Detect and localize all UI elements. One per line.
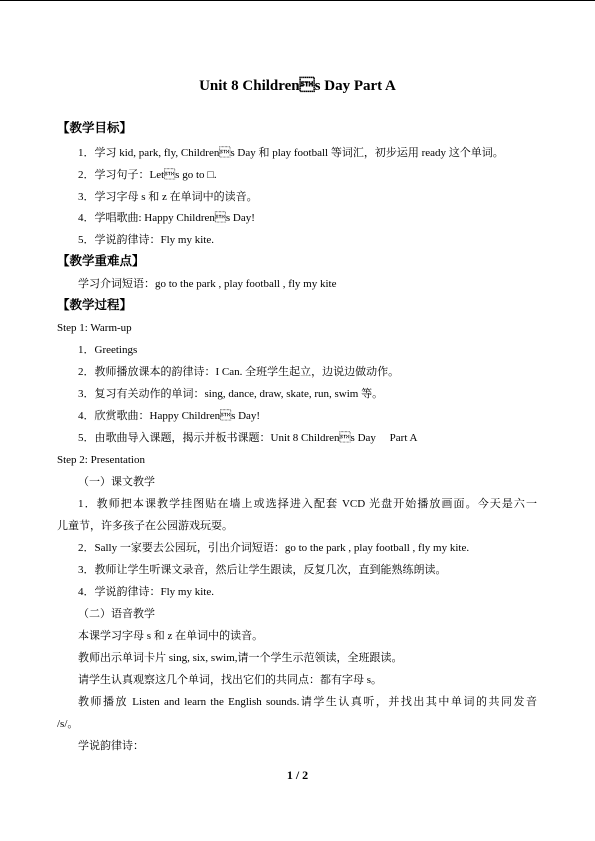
step2-label: Step 2: Presentation [57,454,145,466]
step1-label: Step 1: Warm-up [57,322,132,334]
step1-item-4: 4．欣赏歌曲：Happy Childrens Day! [78,410,261,422]
step2-sub2-heading: （二）语音教学 [78,608,155,620]
step2-sub1-item4: 4．学说韵律诗：Fly my kite. [78,586,214,598]
step2-sub2-p2: 教师出示单词卡片 sing, six, swim,请一个学生示范领读，全班跟读。 [78,652,403,664]
goal-item-4: 4．学唱歌曲: Happy Childrens Day! [78,212,255,224]
step2-sub2-p1: 本课学习字母 s 和 z 在单词中的读音。 [78,630,264,642]
section-heading-goals: 【教学目标】 [57,121,133,135]
step1-item-2: 2．教师播放课本的韵律诗：I Can. 全班学生起立，边说边做动作。 [78,366,400,378]
goal-item-3: 3．学习字母 s 和 z 在单词中的读音。 [78,191,258,203]
step2-sub1-item1-line2: 儿童节，许多孩子在公园游戏玩耍。 [57,520,233,532]
step2-sub2-p4-line2: /s/。 [57,718,79,730]
step2-sub2-p5: 学说韵律诗： [78,740,144,752]
section-heading-process: 【教学过程】 [57,298,133,312]
step2-sub1-item3: 3．教师让学生听课文录音，然后让学生跟读，反复几次，直到能熟练朗读。 [78,564,447,576]
step2-sub2-p4-line1: 教师播放 Listen and learn the English sounds.请学生认真听，并找出其中单词的共同发音 [78,696,537,708]
step2-sub1-heading: （一）课文教学 [78,476,155,488]
section-heading-key-points: 【教学重难点】 [57,254,145,268]
goal-item-5: 5．学说韵律诗：Fly my kite. [78,234,214,246]
document-title: Unit 8 Childrens Day Part A [199,78,396,94]
goal-item-2: 2．学习句子：Lets go to □. [78,169,217,181]
step2-sub2-p3: 请学生认真观察这几个单词，找出它们的共同点：都有字母 s。 [78,674,383,686]
step2-sub1-item2: 2．Sally 一家要去公园玩，引出介词短语：go to the park , play football , fly my kite. [78,542,470,554]
step1-item-1: 1．Greetings [78,344,138,356]
page-number: 1 / 2 [286,768,309,782]
goal-item-1: 1．学习 kid, park, fly, Childrens Day 和 play football 等词汇，初步运用 ready 这个单词。 [78,147,504,159]
key-points-text: 学习介词短语：go to the park , play football , fly my kite [78,278,337,290]
step1-item-3: 3．复习有关动作的单词：sing, dance, draw, skate, run, swim 等。 [78,388,384,400]
top-border-line [0,0,595,1]
step2-sub1-item1-line1: 1．教师把本课教学挂图贴在墙上或选择进入配套 VCD 光盘开始播放画面。今天是六一 [78,498,537,510]
step1-item-5: 5．由歌曲导入课题，揭示并板书课题：Unit 8 Childrens Day Part A [78,432,418,444]
